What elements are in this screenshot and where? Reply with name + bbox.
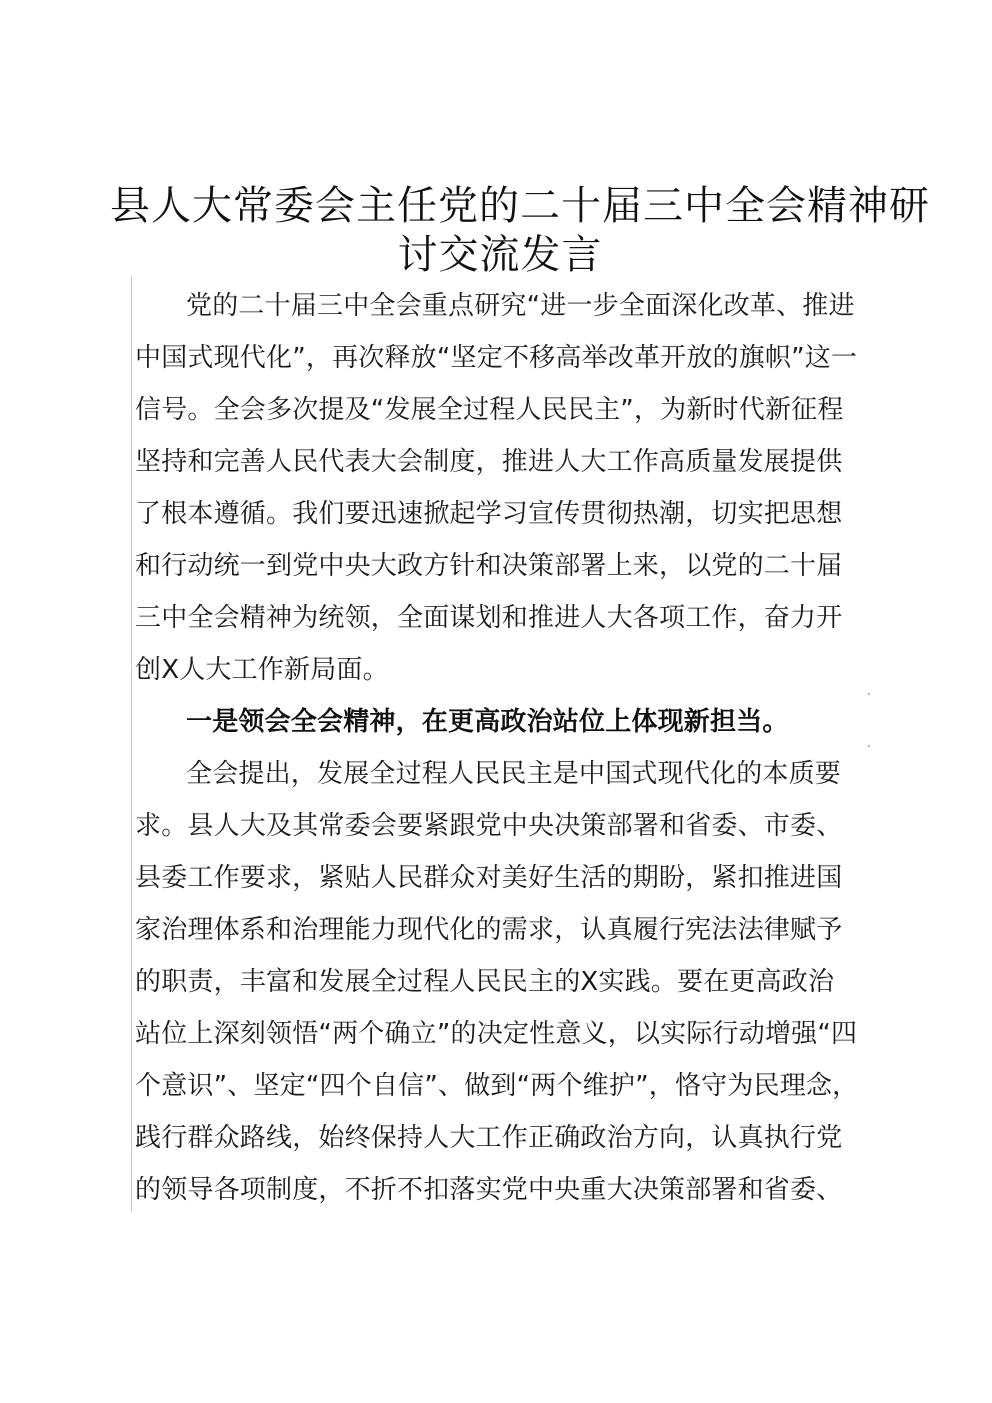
body-line: 县委工作要求，紧贴人民群众对美好生活的期盼，紧扣推进国: [135, 863, 843, 893]
body-line: 的领导各项制度，不折不扣落实党中央重大决策部署和省委、: [135, 1175, 843, 1205]
scan-speck: [868, 745, 870, 747]
body-line: 坚持和完善人民代表大会制度，推进人大工作高质量发展提供: [135, 447, 843, 477]
body-line: 和行动统一到党中央大政方针和决策部署上来，以党的二十届: [135, 551, 843, 581]
body-line: 了根本遵循。我们要迅速掀起学习宣传贯彻热潮，切实把思想: [135, 499, 843, 529]
body-line: 的职责，丰富和发展全过程人民民主的X实践。要在更高政治: [135, 967, 835, 997]
body-line: 中国式现代化”，再次释放“坚定不移高举改革开放的旗帜”这一: [135, 343, 858, 373]
body-line: 家治理体系和治理能力现代化的需求，认真履行宪法法律赋予: [135, 915, 843, 945]
section-heading: 一是领会全会精神，在更高政治站位上体现新担当。: [186, 707, 789, 737]
left-margin-rule: [131, 276, 132, 1212]
body-line: 信号。全会多次提及“发展全过程人民民主”，为新时代新征程: [135, 395, 844, 425]
document-title-line-1: 县人大常委会主任党的二十届三中全会精神研: [110, 183, 930, 229]
scan-speck: [868, 693, 870, 695]
body-line: 求。县人大及其常委会要紧跟党中央决策部署和省委、市委、: [135, 811, 843, 841]
body-line: 创X人大工作新局面。: [135, 655, 389, 685]
body-line: 全会提出，发展全过程人民民主是中国式现代化的本质要: [186, 759, 842, 789]
body-line: 党的二十届三中全会重点研究“进一步全面深化改革、推进: [186, 291, 855, 321]
body-line: 个意识”、坚定“四个自信”、做到“两个维护”，恪守为民理念，: [135, 1071, 859, 1101]
document-title-line-2: 讨交流发言: [397, 232, 603, 278]
body-line: 站位上深刻领悟“两个确立”的决定性意义，以实际行动增强“四: [135, 1019, 858, 1049]
body-line: 践行群众路线，始终保持人大工作正确政治方向，认真执行党: [135, 1123, 843, 1153]
body-line: 三中全会精神为统领，全面谋划和推进人大各项工作，奋力开: [135, 603, 843, 633]
